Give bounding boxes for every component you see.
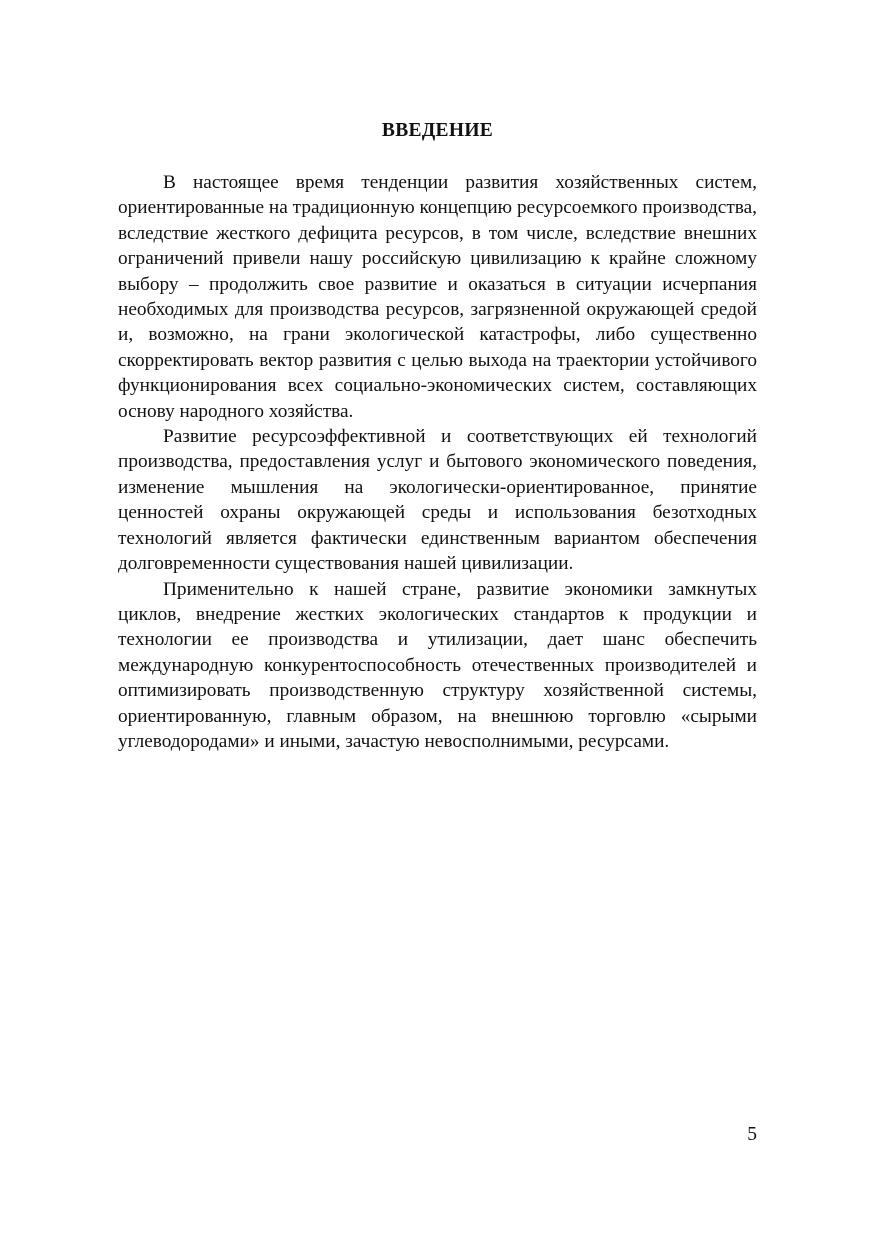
- page-title: ВВЕДЕНИЕ: [381, 120, 494, 141]
- paragraph-3: Применительно к нашей стране, развитие экономики замкнутых циклов, внедрение жестких экологических стандартов к продукции и технологии ее производства и утилизации, дает шанс обеспечить международную конкурентоспособность отечественных производителей и оптимизировать производственную структуру хозяйственной системы, ориентированную, главным образом, на внешнюю торговлю «сырыми углеводородами» и иными, зачастую невосполнимыми, ресурсами.: [118, 578, 757, 752]
- paragraph-2: Развитие ресурсоэффективной и соответствующих ей технологий производства, предоставления услуг и бытового экономического поведения, изменение мышления на экологически-ориентированное, принятие ценностей охраны окружающей среды и использования безотходных технологий является фактически единственным вариантом обеспечения долговременности существования нашей цивилизации.: [118, 426, 757, 575]
- body-text: [118, 170, 757, 754]
- page-number: 5: [747, 1124, 757, 1145]
- paragraph-1: В настоящее время тенденции развития хозяйственных систем, ориентированные на традиционную концепцию ресурсоемкого производства, вследствие жесткого дефицита ресурсов, в том числе, вследствие внешних ограничений привели нашу российскую цивилизацию к крайне сложному выбору – продолжить свое развитие и оказаться в ситуации исчерпания необходимых для производства ресурсов, загрязненной окружающей средой и, возможно, на грани экологической катастрофы, либо существенно скорректировать вектор развития с целью выхода на траектории устойчивого функционирования всех социально-экономических систем, составляющих основу народного хозяйства.: [118, 172, 757, 422]
